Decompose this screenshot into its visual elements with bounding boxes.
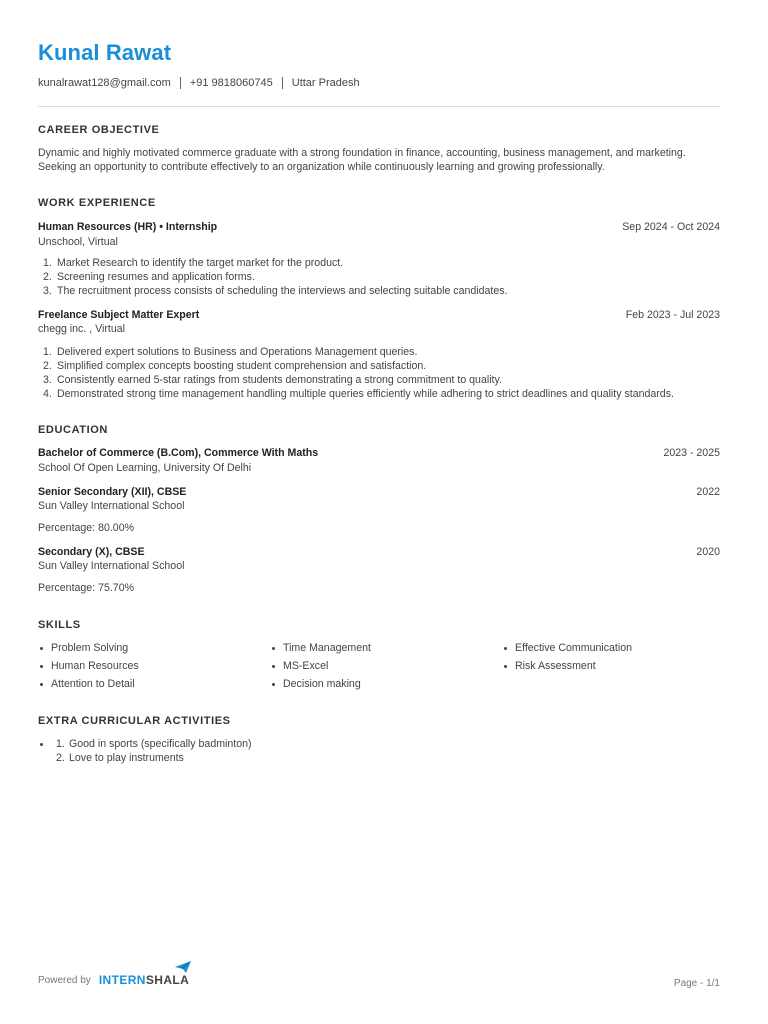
education-years: 2022 [696, 486, 720, 498]
bullet-icon [272, 665, 275, 668]
school-name: Sun Valley International School [38, 500, 185, 512]
job-company: Unschool, Virtual [38, 236, 118, 248]
education-header [38, 546, 720, 558]
education-header [38, 486, 720, 498]
email-text: kunalrawat128@gmail.com [38, 77, 171, 89]
contact-line [38, 77, 360, 89]
skill-item: Decision making [270, 677, 502, 691]
divider [282, 77, 283, 89]
objective-text: Dynamic and highly motivated commerce graduate with a strong foundation in finance, accounting, business management, and marketing. Seeking an opportunity to contribute effectively to an organization while continuously learning and growing professionally. [38, 147, 686, 173]
section-heading-work: WORK EXPERIENCE [38, 197, 156, 209]
skill-item: MS-Excel [270, 659, 502, 673]
skills-grid [38, 641, 720, 691]
list-item: 2. Simplified complex concepts boosting student comprehension and satisfaction. [43, 360, 427, 372]
job-header [38, 221, 720, 233]
education-header [38, 447, 720, 459]
job-title: Freelance Subject Matter Expert [38, 309, 200, 321]
bullet-icon [504, 647, 507, 650]
bullet-icon [40, 647, 43, 650]
degree-title: Senior Secondary (XII), CBSE [38, 486, 187, 498]
phone-text: +91 9818060745 [189, 77, 273, 89]
paper-plane-icon [175, 961, 191, 973]
header-divider [38, 106, 720, 107]
job-dates: Sep 2024 - Oct 2024 [622, 221, 720, 233]
job-dates: Feb 2023 - Jul 2023 [625, 309, 720, 321]
job-company: chegg inc. , Virtual [38, 323, 125, 335]
skill-item: Risk Assessment [502, 659, 720, 673]
list-item: 3. The recruitment process consists of scheduling the interviews and selecting suitable candidates. [43, 285, 508, 297]
location-text: Uttar Pradesh [291, 77, 360, 89]
page-number: Page - 1/1 [673, 978, 720, 989]
section-heading-education: EDUCATION [38, 424, 108, 436]
bullet-icon [272, 683, 275, 686]
skill-item: Attention to Detail [38, 677, 270, 691]
resume-name: Kunal Rawat [38, 40, 172, 65]
job-points [43, 256, 727, 298]
powered-by-text: Powered by [38, 974, 91, 986]
extracurricular-list [38, 737, 252, 765]
score-text: Percentage: 75.70% [38, 582, 135, 594]
list-item: 2. Love to play instruments [56, 752, 184, 764]
school-name: Sun Valley International School [38, 560, 185, 572]
school-name: School Of Open Learning, University Of Delhi [38, 462, 252, 474]
list-item: 1. Market Research to identify the target market for the product. [43, 257, 344, 269]
section-heading-extracurricular: EXTRA CURRICULAR ACTIVITIES [38, 715, 231, 727]
education-years: 2023 - 2025 [663, 447, 720, 459]
skill-item: Problem Solving [38, 641, 270, 655]
bullet-icon [40, 665, 43, 668]
degree-title: Secondary (X), CBSE [38, 546, 145, 558]
bullet-icon [272, 647, 275, 650]
list-item: 1. Delivered expert solutions to Business and Operations Management queries. [43, 346, 418, 358]
list-item: 4. Demonstrated strong time management handling multiple queries efficiently while adhering to strict deadlines and quality standards. [43, 388, 674, 400]
education-years: 2020 [696, 546, 720, 558]
section-heading-objective: CAREER OBJECTIVE [38, 124, 160, 136]
job-points [43, 345, 727, 401]
divider [180, 77, 181, 89]
job-title: Human Resources (HR) • Internship [38, 221, 218, 233]
skill-item: Effective Communication [502, 641, 720, 655]
section-heading-skills: SKILLS [38, 619, 81, 631]
list-item: 3. Consistently earned 5-star ratings from students demonstrating a strong commitment to quality. [43, 374, 502, 386]
list-item: 1. Good in sports (specifically badminton) [56, 738, 252, 750]
score-text: Percentage: 80.00% [38, 522, 135, 534]
bullet-icon [504, 665, 507, 668]
bullet-icon [40, 683, 43, 686]
skill-item: Human Resources [38, 659, 270, 673]
job-header [38, 309, 720, 321]
degree-title: Bachelor of Commerce (B.Com), Commerce With Maths [38, 447, 319, 459]
list-item: 2. Screening resumes and application forms. [43, 271, 255, 283]
internshala-logo[interactable]: INTERN SHALA [99, 973, 189, 987]
skill-item: Time Management [270, 641, 502, 655]
footer-powered-by [38, 973, 189, 987]
